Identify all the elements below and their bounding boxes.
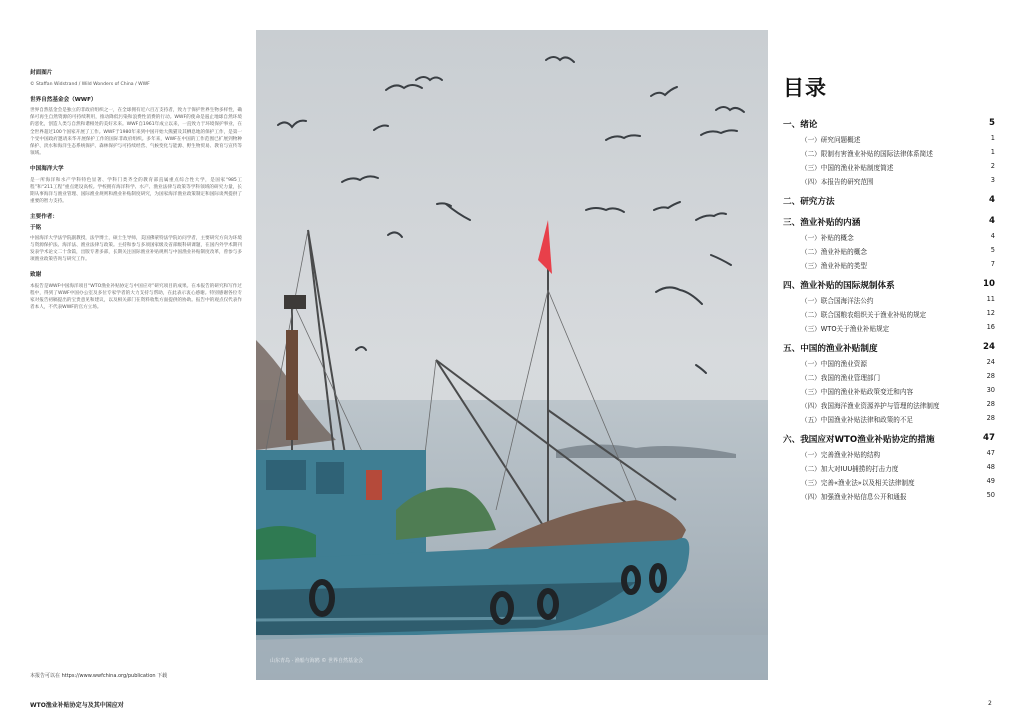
credits-column	[30, 70, 242, 320]
toc-item[interactable]	[783, 400, 995, 410]
photo-caption: 山东青岛 · 渔船与海鸥 © 世界自然基金会	[270, 658, 363, 664]
toc-section[interactable]	[783, 195, 995, 207]
toc-section[interactable]	[783, 342, 995, 354]
toc-item-label: （二）渔业补贴的概念	[801, 248, 867, 256]
toc-item-label: （三）中国的渔业补贴政策变迁和内容	[801, 388, 914, 396]
toc-section-page: 5	[989, 118, 995, 128]
toc-item[interactable]	[783, 134, 995, 144]
toc-item-page: 4	[990, 232, 995, 240]
toc-item[interactable]	[783, 477, 995, 487]
toc-item[interactable]	[783, 323, 995, 333]
toc-item-page: 3	[990, 176, 995, 184]
toc-section-label: 三、渔业补贴的内涵	[783, 218, 861, 228]
toc-title: 目录	[783, 76, 827, 100]
cover-credit: © Staffan Widstrand / Wild Wonders of China / WWF	[30, 81, 150, 87]
fishing-boat-illustration	[256, 30, 768, 680]
toc-section[interactable]	[783, 433, 995, 445]
toc-item-page: 28	[986, 372, 995, 380]
toc-item-page: 12	[986, 309, 995, 317]
wwf-text: 世界自然基金会是独立的非政府组织之一，在全球拥有近六百万支持者，致力于保护世界生物多样性，确保可再生自然资源的可持续利用，推动降低污染和浪费性消费的行动。WWF的使命是遏止地球自然环境的恶化，创造人类与自然和谐相处的美好未来。WWF自1961年成立以来，一直致力于环境保护事业，在全世界超过100个国家开展了工作。WWF于1980年来到中国开始大熊猫及其栖息地的保护工作，是第一个受中国政府邀请来华开展保护工作的国际非政府组织。多年来，WWF在中国的工作范围已扩展到物种保护、淡水和海洋生态系统保护、森林保护与可持续经营、气候变化与能源、野生物贸易、教育与宣传等领域。	[30, 108, 242, 156]
author-name: 于铭	[30, 224, 42, 231]
toc-section-label: 二、研究方法	[783, 197, 835, 207]
toc-item[interactable]	[783, 414, 995, 424]
toc-item-label: （一）补贴的概念	[801, 234, 854, 242]
toc-item-page: 48	[986, 463, 995, 471]
toc-item-label: （二）联合国粮农组织关于渔业补贴的规定	[801, 311, 927, 319]
toc-item-page: 7	[990, 260, 995, 268]
toc-item-label: （一）联合国海洋法公约	[801, 297, 874, 305]
toc-section-label: 六、我国应对WTO渔业补贴协定的措施	[783, 435, 935, 445]
toc-item[interactable]	[783, 260, 995, 270]
toc-item[interactable]	[783, 295, 995, 305]
toc-item[interactable]	[783, 232, 995, 242]
toc-item-page: 28	[986, 414, 995, 422]
toc-item-label: （一）完善渔业补贴的结构	[801, 451, 881, 459]
toc-item-page: 1	[990, 148, 995, 156]
thanks-text: 本报告是WWF中国海洋项目“WTO渔业补贴协定与中国应对”研究项目的成果。在本报告的研究和写作过程中，得到了WWF中国办公室及多位专家学者的大力支持与帮助，在此表示衷心感谢。特别感谢各位专家对报告初稿提出的宝贵意见和建议，以及相关部门在资料收集方面提供的协助。报告中的观点仅代表作者本人，不代表WWF的官方立场。	[30, 284, 242, 311]
toc-section-label: 五、中国的渔业补贴制度	[783, 344, 878, 354]
toc-section-page: 4	[989, 195, 995, 205]
toc-item-label: （五）中国渔业补贴法律和政策的不足	[801, 416, 914, 424]
download-note[interactable]: 本报告可以在 https://www.wwfchina.org/publication 下载	[30, 673, 168, 679]
toc-item-label: （一）中国的渔业资源	[801, 360, 867, 368]
toc-section-page: 10	[983, 279, 995, 289]
footer-title: WTO渔业补贴协定与及其中国应对	[30, 702, 124, 709]
cover-photo	[256, 30, 768, 680]
toc-item-label: （二）我国的渔业管理部门	[801, 374, 881, 382]
toc-item-page: 30	[986, 386, 995, 394]
authors-heading: 主要作者：	[30, 213, 58, 220]
toc-item-label: （二）限制有害渔业补贴的国际法律体系简述	[801, 150, 933, 158]
author-text: 中国海洋大学法学院副教授，法学博士，硕士生导师，美国佛蒙特法学院访问学者，主要研究方向为环境与资源保护法、海洋法、渔业法律与政策。主持和参与多项国家级及省部级科研课题，在国内外学术期刊发表学术论文二十余篇，出版专著多部，长期关注国际渔业补贴规则与中国渔业补贴制度改革，曾参与多项渔业政策咨询与研究工作。	[30, 236, 242, 263]
university-heading: 中国海洋大学	[30, 165, 64, 172]
toc-item-page: 11	[986, 295, 995, 303]
toc-section[interactable]	[783, 118, 995, 130]
toc-item[interactable]	[783, 491, 995, 501]
toc-section-page: 47	[983, 433, 995, 443]
toc-item[interactable]	[783, 358, 995, 368]
toc-item-page: 49	[986, 477, 995, 485]
toc-item[interactable]	[783, 386, 995, 396]
toc-item-label: （一）研究问题概述	[801, 136, 861, 144]
toc-item[interactable]	[783, 246, 995, 256]
toc-section[interactable]	[783, 279, 995, 291]
toc-item-label: （三）渔业补贴的类型	[801, 262, 867, 270]
toc-item-label: （三）完善«渔业法»以及相关法律制度	[801, 479, 915, 487]
toc-item-label: （四）加强渔业补贴信息公开和通报	[801, 493, 907, 501]
toc-item-page: 1	[990, 134, 995, 142]
toc-item-page: 24	[986, 358, 995, 366]
toc-item-label: （三）WTO关于渔业补贴规定	[801, 325, 890, 333]
toc-item[interactable]	[783, 309, 995, 319]
toc-item-label: （四）我国海洋渔业资源养护与管理的法律制度	[801, 402, 940, 410]
toc-item-label: （二）加大对IUU捕捞的打击力度	[801, 465, 899, 473]
toc-item[interactable]	[783, 463, 995, 473]
thanks-heading: 致谢	[30, 272, 42, 279]
table-of-contents	[783, 72, 995, 505]
toc-item-page: 50	[986, 491, 995, 499]
toc-item[interactable]	[783, 449, 995, 459]
cover-heading: 封面图片	[30, 70, 53, 76]
toc-list	[783, 118, 995, 501]
toc-section-label: 四、渔业补贴的国际规制体系	[783, 281, 895, 291]
wwf-heading: 世界自然基金会（WWF）	[30, 96, 97, 103]
university-text: 是一所海洋和水产学科特色显著、学科门类齐全的教育部直属重点综合性大学，是国家“985工程”和“211工程”重点建设高校。学校拥有海洋科学、水产、渔业法律与政策等学科领域的研究力量，长期从事海洋与渔业管理、国际渔业规则和渔业补贴制度研究，为国家海洋渔业政策制定和国际谈判提供了重要的智力支持。	[30, 177, 242, 204]
toc-item[interactable]	[783, 176, 995, 186]
toc-item-label: （四）本报告的研究范围	[801, 178, 874, 186]
toc-section-page: 4	[989, 216, 995, 226]
toc-item-page: 28	[986, 400, 995, 408]
toc-section-page: 24	[983, 342, 995, 352]
toc-item-page: 2	[990, 162, 995, 170]
toc-section[interactable]	[783, 216, 995, 228]
toc-item[interactable]	[783, 162, 995, 172]
page-number: 2	[988, 700, 992, 707]
toc-item[interactable]	[783, 372, 995, 382]
toc-item-label: （三）中国的渔业补贴制度简述	[801, 164, 894, 172]
toc-item-page: 16	[986, 323, 995, 331]
toc-item-page: 5	[990, 246, 995, 254]
toc-item[interactable]	[783, 148, 995, 158]
toc-section-label: 一、绪论	[783, 120, 818, 130]
toc-item-page: 47	[986, 449, 995, 457]
